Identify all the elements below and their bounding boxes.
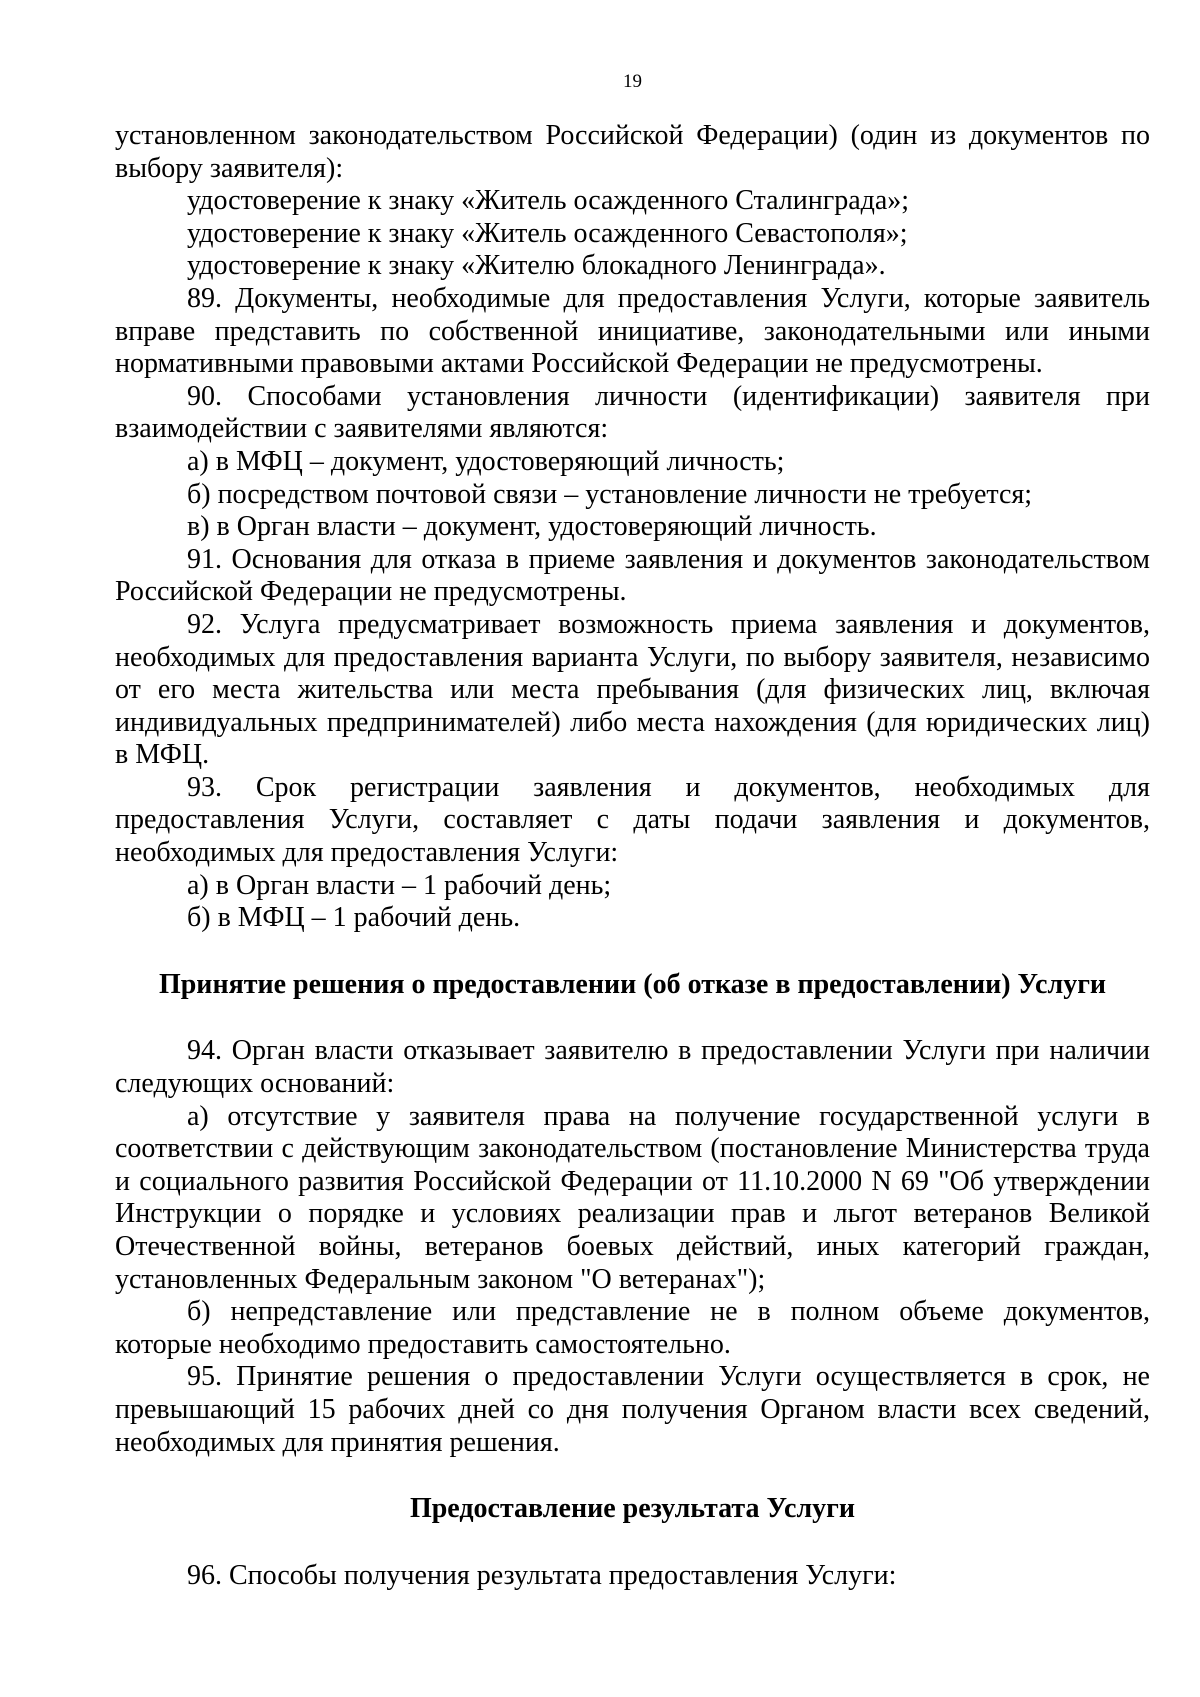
section-bottom [115,1560,1150,1593]
section-middle [115,1035,1150,1459]
list-item: а) в МФЦ – документ, удостоверяющий личность; [187,445,785,477]
paragraph-94: 94. Орган власти отказывает заявителю в предоставлении Услуги при наличии следующих оснований: [115,1035,1150,1100]
list-item: б) посредством почтовой связи – установление личности не требуется; [187,478,1033,510]
document-page [115,60,1150,1592]
list-item: б) непредставление или представление не в полном объеме документов, которые необходимо предоставить самостоятельно. [115,1296,1150,1360]
section-heading-decision: Принятие решения о предоставлении (об отказе в предоставлении) Услуги [158,968,1107,1000]
list-item: а) отсутствие у заявителя права на получение государственной услуги в соответствии с действующим законодательством (постановление Министерства труда и социального развития Российской Федерации от 11.10.2000 N 69 "Об утверждении Инструкции о порядке и условиях реализации прав и льгот ветеранов Великой Отечественной войны, ветеранов боевых действий, иных категорий граждан, установленных Федеральным законом "О ветеранах"); [115,1100,1150,1295]
section-heading-result: Предоставление результата Услуги [409,1493,856,1525]
paragraph-91: 91. Основания для отказа в приеме заявления и документов законодательством Российской Федерации не предусмотрены. [115,543,1150,608]
paragraph-95: 95. Принятие решения о предоставлении Услуги осуществляется в срок, не превышающий 15 рабочих дней со дня получения Органом власти всех сведений, необходимых для принятия решения. [115,1361,1150,1458]
list-item: а) в Орган власти – 1 рабочий день; [187,869,612,901]
list-item: б) в МФЦ – 1 рабочий день. [187,902,521,934]
paragraph-92: 92. Услуга предусматривает возможность приема заявления и документов, необходимых для предоставления варианта Услуги, по выбору заявителя, независимо от его места жительства или места пребывания (для физических лиц, включая индивидуальных предпринимателей) либо места нахождения (для юридических лиц) в МФЦ. [115,608,1150,771]
list-item: удостоверение к знаку «Житель осажденного Севастополя»; [187,217,908,249]
paragraph-continuation: установленном законодательством Российской Федерации) (один из документов по выбору заявителя): [115,120,1150,184]
page-number: 19 [623,71,642,92]
section-top [115,120,1150,935]
list-item: удостоверение к знаку «Житель осажденного Сталинграда»; [187,185,910,217]
paragraph-93: 93. Срок регистрации заявления и документов, необходимых для предоставления Услуги, составляет с даты подачи заявления и документов, необходимых для предоставления Услуги: [115,771,1150,869]
list-item: удостоверение к знаку «Жителю блокадного Ленинграда». [187,250,886,282]
paragraph-89: 89. Документы, необходимые для предоставления Услуги, которые заявитель вправе представить по собственной инициативе, законодательными или иными нормативными правовыми актами Российской Федерации не предусмотрены. [115,282,1150,380]
paragraph-90: 90. Способами установления личности (идентификации) заявителя при взаимодействии с заявителями являются: [115,380,1150,445]
paragraph-96: 96. Способы получения результата предоставления Услуги: [187,1559,897,1591]
list-item: в) в Орган власти – документ, удостоверяющий личность. [187,511,877,543]
